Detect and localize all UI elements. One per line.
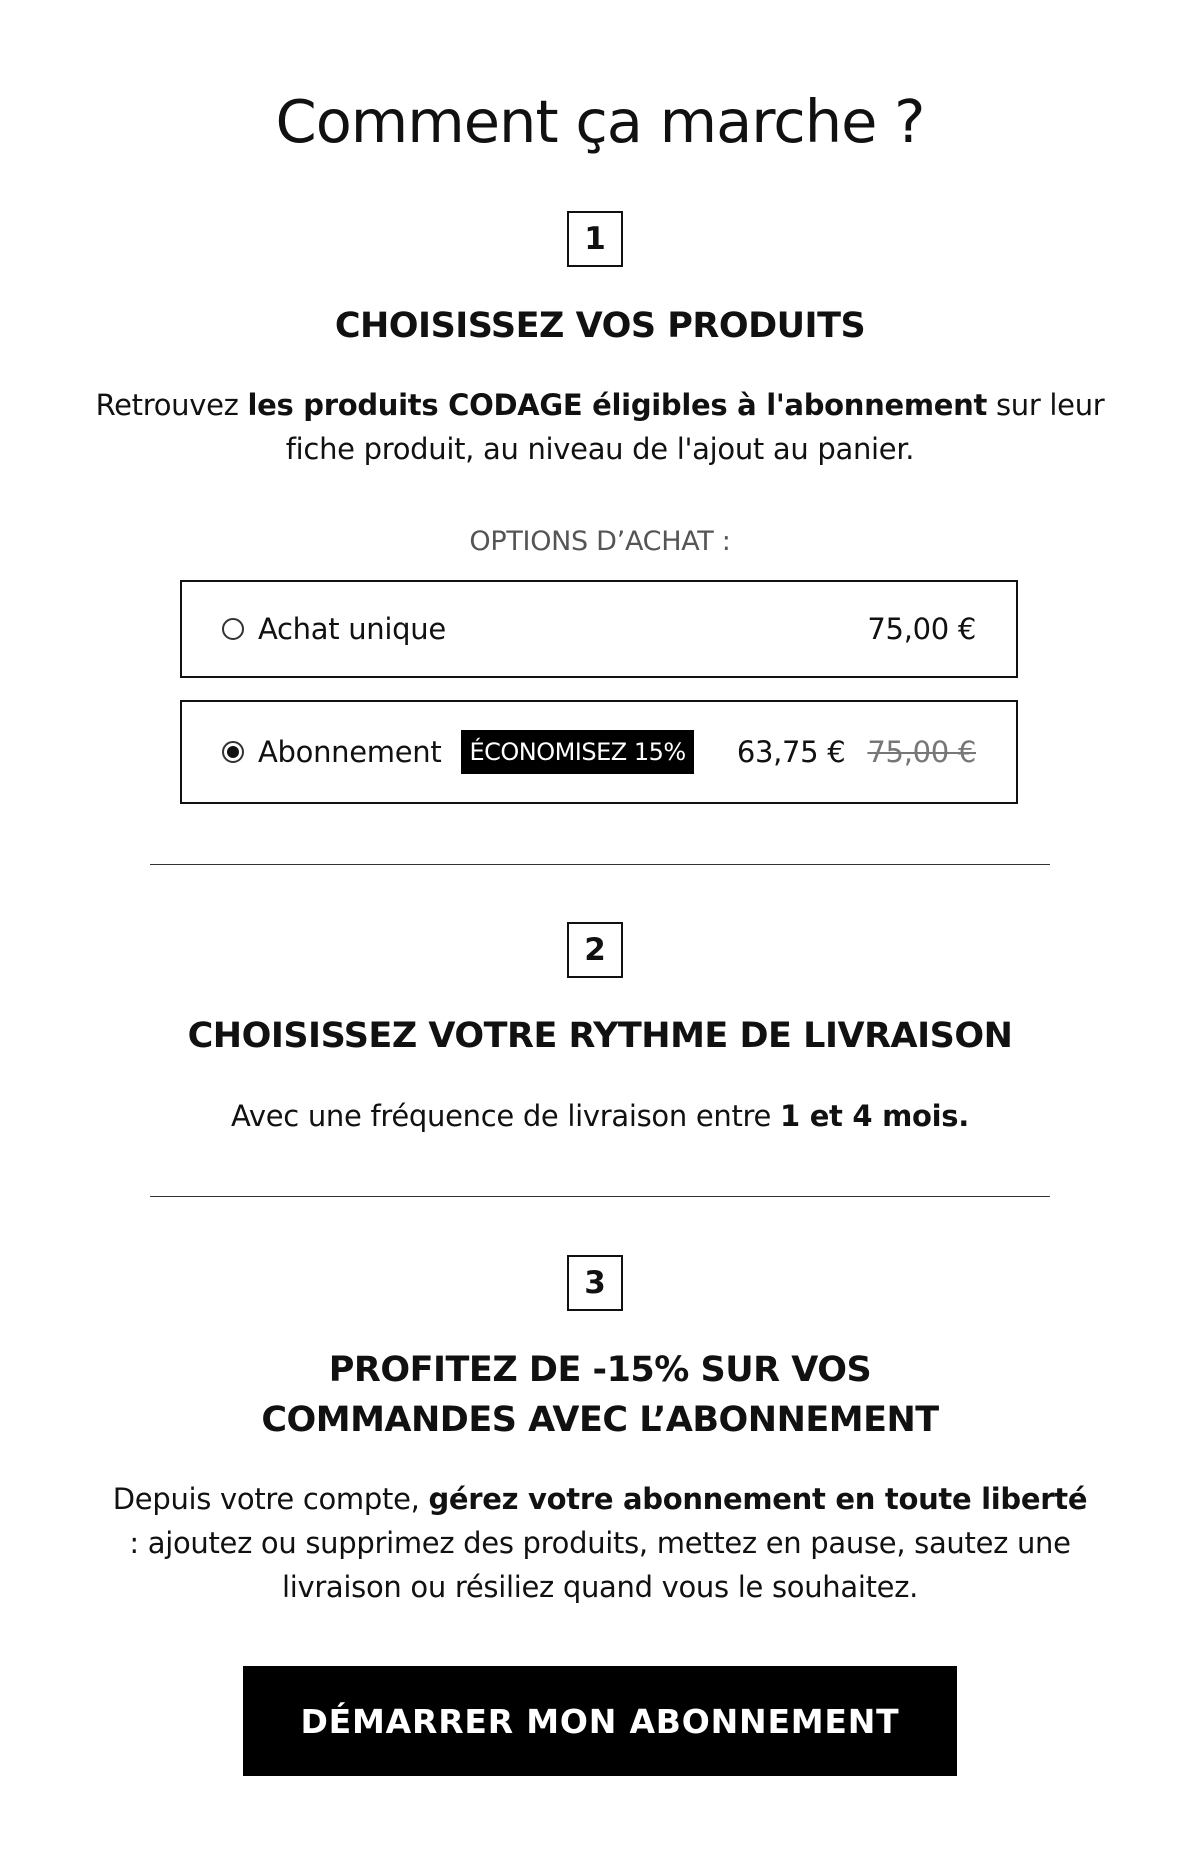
option-one-time-label: Achat unique [258,612,446,646]
step-heading-2: CHOISISSEZ VOTRE RYTHME DE LIVRAISON [187,1016,1013,1056]
step-heading-3-line1: PROFITEZ DE -15% SUR VOS [328,1350,872,1390]
savings-badge: ÉCONOMISEZ 15% [461,730,693,774]
radio-checked-icon[interactable] [222,741,244,763]
start-subscription-button[interactable]: DÉMARRER MON ABONNEMENT [243,1666,957,1776]
step-text-3 [110,1477,1090,1609]
purchase-options-label: OPTIONS D’ACHAT : [469,526,731,557]
step-text-1-post: sur leur fiche produit, au niveau de l'ajout au panier. [285,388,1105,466]
step-text-3-pre: Depuis votre compte, [112,1482,429,1516]
step-text-2-pre: Avec une fréquence de livraison entre [231,1099,781,1133]
step-text-1-pre: Retrouvez [95,388,248,422]
purchase-option-one-time[interactable] [180,580,1018,678]
step-text-1 [60,383,1140,471]
step-number-1: 1 [567,211,623,267]
step-heading-3-line2: COMMANDES AVEC L’ABONNEMENT [261,1400,939,1440]
step-text-1-bold: les produits CODAGE éligibles à l'abonnement [247,388,988,422]
step-text-2-bold: 1 et 4 mois. [780,1099,969,1133]
step-text-3-post: : ajoutez ou supprimez des produits, mettez en pause, sautez une livraison ou résiliez quand vous le souhaitez. [129,1526,1071,1604]
step-heading-3 [0,1345,1200,1445]
option-subscription-label: Abonnement [258,735,442,769]
purchase-option-subscription[interactable] [180,700,1018,804]
radio-unchecked-icon[interactable] [222,618,244,640]
step-text-3-bold: gérez votre abonnement en toute liberté [428,1482,1088,1516]
page-title: Comment ça marche ? [275,87,925,156]
step-number-2: 2 [567,922,623,978]
section-divider [150,864,1050,865]
step-number-3: 3 [567,1255,623,1311]
step-text-2 [60,1094,1140,1138]
option-subscription-old-price: 75,00 € [867,735,976,769]
section-divider [150,1196,1050,1197]
step-heading-1: CHOISISSEZ VOS PRODUITS [334,306,866,346]
option-subscription-price: 63,75 € [736,735,846,769]
option-one-time-price: 75,00 € [867,612,976,646]
